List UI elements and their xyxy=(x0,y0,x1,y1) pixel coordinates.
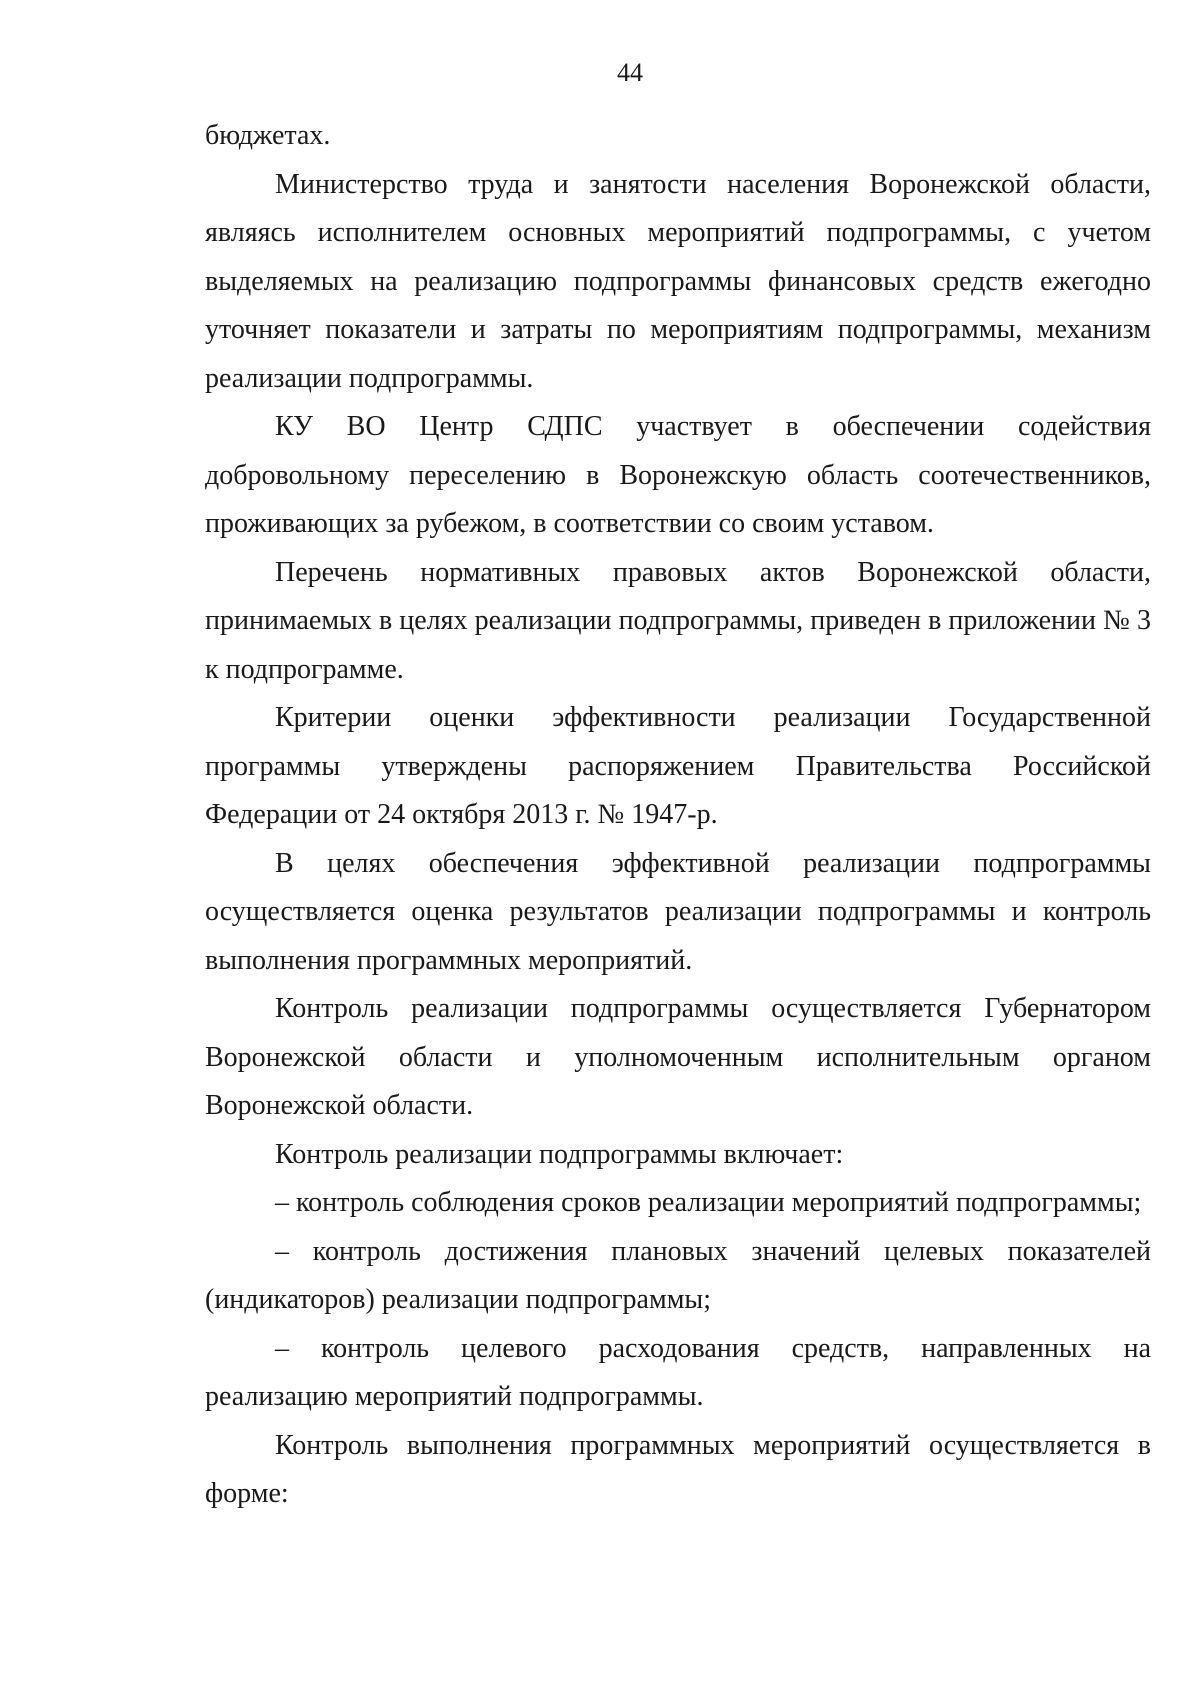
page-number: 44 xyxy=(617,58,643,87)
list-item-spending: – контроль целевого расходования средств, направленных на реализацию мероприятий подпрограммы. xyxy=(205,1332,1151,1412)
paragraph-budgets: бюджетах. xyxy=(205,120,331,151)
paragraph-normative-acts: Перечень нормативных правовых актов Воронежской области, принимаемых в целях реализации подпрограммы, приведен в приложении № 3 к подпрограмме. xyxy=(205,556,1151,685)
paragraph-evaluation: В целях обеспечения эффективной реализации подпрограммы осуществляется оценка результатов реализации подпрограммы и контроль выполнения программных мероприятий. xyxy=(205,847,1151,976)
list-item-indicators: – контроль достижения плановых значений целевых показателей (индикаторов) реализации подпрограммы; xyxy=(205,1235,1151,1315)
paragraph-criteria: Критерии оценки эффективности реализации Государственной программы утверждены распоряжением Правительства Российской Федерации от 24 октября 2013 г. № 1947-р. xyxy=(205,702,1151,830)
paragraph-center-sdps: КУ ВО Центр СДПС участвует в обеспечении содействия добровольному переселению в Воронежскую область соотечественников, проживающих за рубежом, в соответствии со своим уставом. xyxy=(205,411,1151,539)
paragraph-control-governor: Контроль реализации подпрограммы осуществляется Губернатором Воронежской области и уполномоченным исполнительным органом Воронежской области. xyxy=(205,993,1151,1121)
paragraph-control-form: Контроль выполнения программных мероприятий осуществляется в форме: xyxy=(205,1429,1151,1509)
list-item-deadlines: – контроль соблюдения сроков реализации мероприятий подпрограммы; xyxy=(275,1187,1142,1218)
paragraph-control-includes: Контроль реализации подпрограммы включает: xyxy=(275,1138,844,1170)
body-text xyxy=(205,112,1151,1519)
paragraph-ministry: Министерство труда и занятости населения Воронежской области, являясь исполнителем основных мероприятий подпрограммы, с учетом выделяемых на реализацию подпрограммы финансовых средств ежегодно уточняет показатели и затраты по мероприятиям подпрограммы, механизм реализации подпрограммы. xyxy=(205,168,1151,394)
